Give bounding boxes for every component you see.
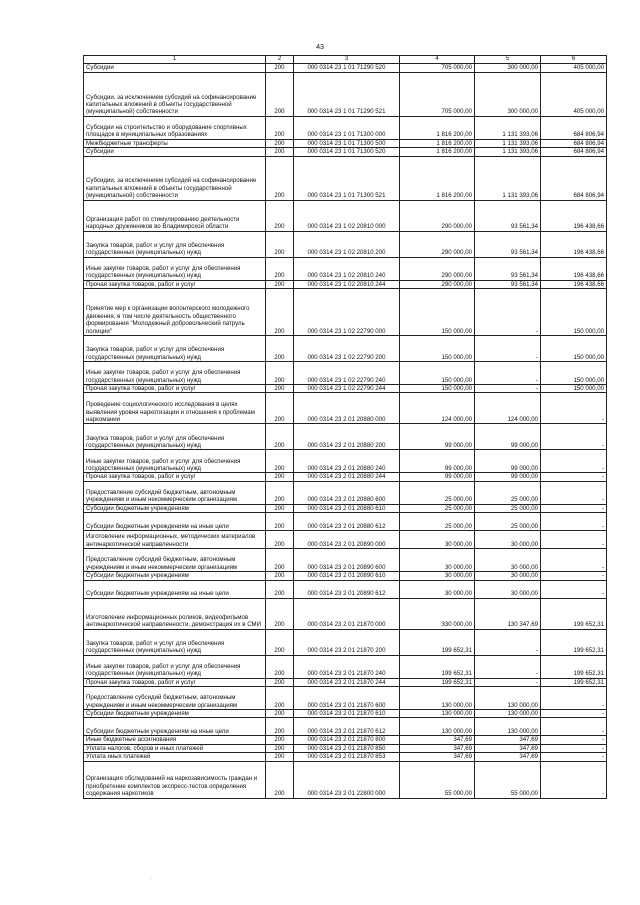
- row-remainder-cell: -: [541, 710, 607, 718]
- table-row: [84, 139, 607, 147]
- row-remainder-cell: 684 806,94: [541, 116, 607, 139]
- row-name-cell: Межбюджетные трансферты: [84, 139, 266, 147]
- row-grbs-cell: 200: [266, 362, 294, 385]
- row-grbs-cell: 200: [266, 678, 294, 686]
- row-remainder-cell: 199 652,31: [541, 598, 607, 629]
- row-name-cell: Организация обследований на наркозависимость граждан и приобретение комплектов экспресс-тестов определения содержания наркотиков: [84, 761, 266, 798]
- row-grbs-cell: 200: [266, 687, 294, 710]
- row-grbs-cell: 200: [266, 72, 294, 116]
- row-plan-cell: 99 000,00: [400, 450, 475, 473]
- row-code-cell: 000 0314 23 2 01 21870 240: [294, 655, 400, 678]
- row-plan-cell: 30 000,00: [400, 549, 475, 572]
- row-name-cell: Закупка товаров, работ и услуг для обеспечения государственных (муниципальных) нужд: [84, 424, 266, 450]
- row-name-cell: Принятие мер к организации волонтерского молодежного движения, в том числе деятельность общественного формирования "Молодежный добровольческий патруль полиции": [84, 289, 266, 336]
- row-code-cell: 000 0314 23 2 01 20880 244: [294, 473, 400, 481]
- row-grbs-cell: 200: [266, 481, 294, 504]
- row-executed-cell: 25 000,00: [475, 481, 541, 504]
- header-cell: 3: [294, 56, 400, 64]
- row-name-cell: Субсидии бюджетным учреждениям на иные цели: [84, 513, 266, 531]
- row-plan-cell: 30 000,00: [400, 580, 475, 598]
- table-row: [84, 424, 607, 450]
- row-name-cell: Субсидии, за исключением субсидий на софинансирование капитальных вложений в объекты государственной (муниципальной) собственности: [84, 72, 266, 116]
- row-grbs-cell: 200: [266, 64, 294, 72]
- row-name-cell: Субсидии: [84, 148, 266, 156]
- row-code-cell: 000 0314 23 1 02 20810 200: [294, 231, 400, 257]
- row-plan-cell: 330 000,00: [400, 598, 475, 629]
- row-code-cell: 000 0314 23 2 01 20890 610: [294, 572, 400, 580]
- row-name-cell: Закупка товаров, работ и услуг для обеспечения государственных (муниципальных) нужд: [84, 231, 266, 257]
- table-row: [84, 580, 607, 598]
- row-executed-cell: 93 561,34: [475, 200, 541, 231]
- row-grbs-cell: 200: [266, 572, 294, 580]
- header-cell: 6: [541, 56, 607, 64]
- row-plan-cell: 290 000,00: [400, 200, 475, 231]
- header-cell: 5: [475, 56, 541, 64]
- row-code-cell: 000 0314 23 1 02 22790 200: [294, 336, 400, 362]
- header-cell: 2: [266, 56, 294, 64]
- row-name-cell: Организация работ по стимулированию деятельности народных дружинников во Владимирской области: [84, 200, 266, 231]
- row-remainder-cell: -: [541, 481, 607, 504]
- table-row: [84, 64, 607, 72]
- row-plan-cell: 25 000,00: [400, 504, 475, 512]
- row-executed-cell: 300 000,00: [475, 64, 541, 72]
- row-remainder-cell: 196 438,66: [541, 200, 607, 231]
- row-grbs-cell: 200: [266, 736, 294, 744]
- row-code-cell: 000 0314 23 2 01 22800 000: [294, 761, 400, 798]
- row-executed-cell: 99 000,00: [475, 424, 541, 450]
- row-grbs-cell: 200: [266, 156, 294, 200]
- row-executed-cell: 93 561,34: [475, 257, 541, 280]
- row-remainder-cell: 150 000,00: [541, 362, 607, 385]
- table-row: [84, 710, 607, 718]
- row-executed-cell: 25 000,00: [475, 513, 541, 531]
- row-remainder-cell: 196 438,66: [541, 280, 607, 288]
- row-name-cell: Иные закупки товаров, работ и услуг для обеспечения государственных (муниципальных) нужд: [84, 655, 266, 678]
- row-code-cell: 000 0314 23 1 02 20810 244: [294, 280, 400, 288]
- row-grbs-cell: 200: [266, 513, 294, 531]
- row-remainder-cell: -: [541, 753, 607, 761]
- row-remainder-cell: -: [541, 504, 607, 512]
- row-name-cell: Предоставление субсидий бюджетным, автономным учреждениям и иным некоммерческим организациям: [84, 687, 266, 710]
- row-executed-cell: 30 000,00: [475, 531, 541, 549]
- row-code-cell: 000 0314 23 1 01 71300 000: [294, 116, 400, 139]
- row-executed-cell: 130 000,00: [475, 718, 541, 736]
- row-remainder-cell: 150 000,00: [541, 336, 607, 362]
- row-code-cell: 000 0314 23 2 01 21870 600: [294, 687, 400, 710]
- row-remainder-cell: 199 652,31: [541, 629, 607, 655]
- row-executed-cell: 130 000,00: [475, 687, 541, 710]
- row-executed-cell: 30 000,00: [475, 572, 541, 580]
- table-row: [84, 156, 607, 200]
- row-plan-cell: 99 000,00: [400, 424, 475, 450]
- row-code-cell: 000 0314 23 1 02 22790 240: [294, 362, 400, 385]
- row-plan-cell: 347,69: [400, 753, 475, 761]
- row-remainder-cell: 405 000,00: [541, 64, 607, 72]
- page-number: 43: [316, 44, 324, 51]
- row-plan-cell: 1 816 200,00: [400, 148, 475, 156]
- scan-mark: ·: [150, 876, 152, 882]
- row-executed-cell: 99 000,00: [475, 450, 541, 473]
- table-row: [84, 231, 607, 257]
- row-plan-cell: 1 816 200,00: [400, 139, 475, 147]
- row-grbs-cell: 200: [266, 655, 294, 678]
- row-remainder-cell: -: [541, 718, 607, 736]
- row-remainder-cell: -: [541, 572, 607, 580]
- row-plan-cell: 199 652,31: [400, 629, 475, 655]
- row-code-cell: 000 0314 23 1 01 71300 521: [294, 156, 400, 200]
- row-grbs-cell: 200: [266, 450, 294, 473]
- row-executed-cell: -: [475, 629, 541, 655]
- row-remainder-cell: 405 000,00: [541, 72, 607, 116]
- row-name-cell: Изготовление информационных роликов, видеофильмов антинаркотической направленности, демонстрация их в СМИ: [84, 598, 266, 629]
- row-plan-cell: 124 000,00: [400, 393, 475, 424]
- row-code-cell: 000 0314 23 1 02 22790 244: [294, 385, 400, 393]
- row-code-cell: 000 0314 23 2 01 21870 800: [294, 736, 400, 744]
- header-cell: 1: [84, 56, 266, 64]
- row-code-cell: 000 0314 23 2 01 20880 200: [294, 424, 400, 450]
- row-executed-cell: 1 131 393,06: [475, 116, 541, 139]
- row-plan-cell: 290 000,00: [400, 231, 475, 257]
- row-name-cell: Субсидии: [84, 64, 266, 72]
- table-row: [84, 718, 607, 736]
- row-name-cell: Субсидии бюджетным учреждениям: [84, 572, 266, 580]
- table-row: [84, 336, 607, 362]
- table-row: [84, 289, 607, 336]
- row-plan-cell: 25 000,00: [400, 513, 475, 531]
- row-executed-cell: 347,69: [475, 736, 541, 744]
- row-name-cell: Иные закупки товаров, работ и услуг для обеспечения государственных (муниципальных) нужд: [84, 450, 266, 473]
- table-row: [84, 549, 607, 572]
- row-grbs-cell: 200: [266, 710, 294, 718]
- row-code-cell: 000 0314 23 1 01 71290 521: [294, 72, 400, 116]
- row-executed-cell: 93 561,34: [475, 231, 541, 257]
- row-name-cell: Предоставление субсидий бюджетным, автономным учреждениям и иным некоммерческим организациям: [84, 481, 266, 504]
- row-grbs-cell: 200: [266, 598, 294, 629]
- table-row: [84, 116, 607, 139]
- row-grbs-cell: 200: [266, 116, 294, 139]
- row-name-cell: Прочая закупка товаров, работ и услуг: [84, 473, 266, 481]
- table-row: [84, 200, 607, 231]
- row-grbs-cell: 200: [266, 200, 294, 231]
- row-grbs-cell: 200: [266, 231, 294, 257]
- row-name-cell: Прочая закупка товаров, работ и услуг: [84, 678, 266, 686]
- row-plan-cell: 290 000,00: [400, 280, 475, 288]
- row-grbs-cell: 200: [266, 385, 294, 393]
- row-remainder-cell: -: [541, 513, 607, 531]
- row-name-cell: Уплата налогов, сборов и иных платежей: [84, 744, 266, 752]
- row-remainder-cell: 684 806,94: [541, 139, 607, 147]
- row-plan-cell: 1 816 200,00: [400, 116, 475, 139]
- table-row: [84, 629, 607, 655]
- row-code-cell: 000 0314 23 2 01 21870 850: [294, 744, 400, 752]
- row-remainder-cell: -: [541, 393, 607, 424]
- table-row: [84, 531, 607, 549]
- row-code-cell: 000 0314 23 2 01 21870 200: [294, 629, 400, 655]
- row-remainder-cell: 199 652,31: [541, 655, 607, 678]
- row-remainder-cell: 684 806,94: [541, 148, 607, 156]
- row-grbs-cell: 200: [266, 629, 294, 655]
- row-name-cell: Иные закупки товаров, работ и услуг для обеспечения государственных (муниципальных) нужд: [84, 257, 266, 280]
- row-name-cell: Прочая закупка товаров, работ и услуг: [84, 280, 266, 288]
- row-remainder-cell: 199 652,31: [541, 678, 607, 686]
- header-cell: 4: [400, 56, 475, 64]
- row-grbs-cell: 200: [266, 580, 294, 598]
- row-remainder-cell: -: [541, 450, 607, 473]
- row-remainder-cell: 150 000,00: [541, 385, 607, 393]
- row-plan-cell: 199 652,31: [400, 655, 475, 678]
- row-remainder-cell: -: [541, 736, 607, 744]
- table-row: [84, 481, 607, 504]
- table-header-row: [84, 56, 607, 64]
- table-row: [84, 655, 607, 678]
- row-plan-cell: 199 652,31: [400, 678, 475, 686]
- row-executed-cell: 30 000,00: [475, 549, 541, 572]
- row-plan-cell: 130 000,00: [400, 687, 475, 710]
- row-remainder-cell: -: [541, 687, 607, 710]
- row-executed-cell: 25 000,00: [475, 504, 541, 512]
- row-code-cell: 000 0314 23 2 01 20880 240: [294, 450, 400, 473]
- row-plan-cell: 290 000,00: [400, 257, 475, 280]
- table-row: [84, 385, 607, 393]
- table-row: [84, 572, 607, 580]
- row-grbs-cell: 200: [266, 761, 294, 798]
- table-row: [84, 678, 607, 686]
- table-row: [84, 257, 607, 280]
- row-executed-cell: 1 131 393,06: [475, 156, 541, 200]
- row-executed-cell: 347,69: [475, 744, 541, 752]
- row-name-cell: Прочая закупка товаров, работ и услуг: [84, 385, 266, 393]
- row-name-cell: Иные закупки товаров, работ и услуг для обеспечения государственных (муниципальных) нужд: [84, 362, 266, 385]
- row-grbs-cell: 200: [266, 504, 294, 512]
- table-row: [84, 72, 607, 116]
- row-code-cell: 000 0314 23 2 01 20890 612: [294, 580, 400, 598]
- row-code-cell: 000 0314 23 2 01 21870 853: [294, 753, 400, 761]
- row-executed-cell: 1 131 393,06: [475, 148, 541, 156]
- row-code-cell: 000 0314 23 2 01 21870 610: [294, 710, 400, 718]
- row-plan-cell: 705 000,00: [400, 72, 475, 116]
- row-name-cell: Закупка товаров, работ и услуг для обеспечения государственных (муниципальных) нужд: [84, 336, 266, 362]
- row-name-cell: Субсидии бюджетным учреждениям: [84, 504, 266, 512]
- row-executed-cell: 99 000,00: [475, 473, 541, 481]
- row-executed-cell: 130 347,69: [475, 598, 541, 629]
- row-remainder-cell: -: [541, 761, 607, 798]
- row-code-cell: 000 0314 23 2 01 20890 000: [294, 531, 400, 549]
- row-remainder-cell: 684 806,94: [541, 156, 607, 200]
- row-name-cell: Иные бюджетные ассигнования: [84, 736, 266, 744]
- row-plan-cell: 55 000,00: [400, 761, 475, 798]
- row-code-cell: 000 0314 23 2 01 21870 000: [294, 598, 400, 629]
- row-grbs-cell: 200: [266, 718, 294, 736]
- row-remainder-cell: -: [541, 549, 607, 572]
- table-row: [84, 450, 607, 473]
- row-plan-cell: 30 000,00: [400, 531, 475, 549]
- row-name-cell: Закупка товаров, работ и услуг для обеспечения государственных (муниципальных) нужд: [84, 629, 266, 655]
- row-plan-cell: 130 000,00: [400, 710, 475, 718]
- row-code-cell: 000 0314 23 2 01 21870 612: [294, 718, 400, 736]
- table-row: [84, 736, 607, 744]
- row-code-cell: 000 0314 23 1 02 22790 000: [294, 289, 400, 336]
- table-row: [84, 504, 607, 512]
- row-grbs-cell: 200: [266, 424, 294, 450]
- row-plan-cell: 705 000,00: [400, 64, 475, 72]
- table-row: [84, 280, 607, 288]
- row-name-cell: Субсидии бюджетным учреждениям: [84, 710, 266, 718]
- row-code-cell: 000 0314 23 2 01 20880 600: [294, 481, 400, 504]
- row-executed-cell: -: [475, 385, 541, 393]
- row-code-cell: 000 0314 23 2 01 20890 600: [294, 549, 400, 572]
- row-code-cell: 000 0314 23 2 01 21870 244: [294, 678, 400, 686]
- row-executed-cell: 55 000,00: [475, 761, 541, 798]
- row-executed-cell: 30 000,00: [475, 580, 541, 598]
- row-grbs-cell: 200: [266, 148, 294, 156]
- row-executed-cell: 130 000,00: [475, 710, 541, 718]
- table-row: [84, 753, 607, 761]
- row-grbs-cell: 200: [266, 393, 294, 424]
- row-code-cell: 000 0314 23 1 02 20810 240: [294, 257, 400, 280]
- table-row: [84, 393, 607, 424]
- row-grbs-cell: 200: [266, 280, 294, 288]
- row-plan-cell: 150 000,00: [400, 336, 475, 362]
- row-code-cell: 000 0314 23 2 01 20880 000: [294, 393, 400, 424]
- row-grbs-cell: 200: [266, 139, 294, 147]
- row-executed-cell: -: [475, 655, 541, 678]
- row-plan-cell: 130 000,00: [400, 718, 475, 736]
- row-grbs-cell: 200: [266, 549, 294, 572]
- row-plan-cell: 150 000,00: [400, 362, 475, 385]
- row-name-cell: Предоставление субсидий бюджетным, автономным учреждениям и иным некоммерческим организациям: [84, 549, 266, 572]
- row-code-cell: 000 0314 23 1 02 20810 000: [294, 200, 400, 231]
- row-plan-cell: 25 000,00: [400, 481, 475, 504]
- row-name-cell: Субсидии бюджетным учреждениям на иные цели: [84, 718, 266, 736]
- row-plan-cell: 1 816 200,00: [400, 156, 475, 200]
- row-executed-cell: 124 000,00: [475, 393, 541, 424]
- table-row: [84, 687, 607, 710]
- row-executed-cell: -: [475, 362, 541, 385]
- row-executed-cell: -: [475, 678, 541, 686]
- row-grbs-cell: 200: [266, 531, 294, 549]
- row-name-cell: Уплата иных платежей: [84, 753, 266, 761]
- row-plan-cell: 30 000,00: [400, 572, 475, 580]
- table-row: [84, 362, 607, 385]
- row-grbs-cell: 200: [266, 336, 294, 362]
- row-grbs-cell: 200: [266, 753, 294, 761]
- row-remainder-cell: 150 000,00: [541, 289, 607, 336]
- row-remainder-cell: -: [541, 531, 607, 549]
- row-remainder-cell: 196 438,66: [541, 257, 607, 280]
- row-remainder-cell: 196 438,66: [541, 231, 607, 257]
- row-remainder-cell: -: [541, 473, 607, 481]
- row-code-cell: 000 0314 23 1 01 71300 520: [294, 148, 400, 156]
- row-executed-cell: -: [475, 289, 541, 336]
- row-name-cell: Субсидии на строительство и оборудование спортивных площадок в муниципальных образованиях: [84, 116, 266, 139]
- table-row: [84, 598, 607, 629]
- row-code-cell: 000 0314 23 2 01 20880 612: [294, 513, 400, 531]
- row-code-cell: 000 0314 23 1 01 71300 500: [294, 139, 400, 147]
- table-row: [84, 473, 607, 481]
- row-code-cell: 000 0314 23 2 01 20880 610: [294, 504, 400, 512]
- row-plan-cell: 99 000,00: [400, 473, 475, 481]
- row-name-cell: Субсидии бюджетным учреждениям на иные цели: [84, 580, 266, 598]
- row-code-cell: 000 0314 23 1 01 71290 520: [294, 64, 400, 72]
- row-executed-cell: 347,69: [475, 753, 541, 761]
- row-grbs-cell: 200: [266, 744, 294, 752]
- row-grbs-cell: 200: [266, 473, 294, 481]
- table-row: [84, 148, 607, 156]
- row-executed-cell: -: [475, 336, 541, 362]
- table-row: [84, 744, 607, 752]
- row-executed-cell: 93 561,34: [475, 280, 541, 288]
- table-row: [84, 761, 607, 798]
- row-remainder-cell: -: [541, 580, 607, 598]
- row-plan-cell: 347,69: [400, 736, 475, 744]
- table-row: [84, 513, 607, 531]
- row-name-cell: Проведение социологического исследования в целях выявления уровня наркотизации и отношения к проблемам наркомании: [84, 393, 266, 424]
- row-plan-cell: 347,69: [400, 744, 475, 752]
- row-executed-cell: 300 000,00: [475, 72, 541, 116]
- row-remainder-cell: -: [541, 424, 607, 450]
- row-grbs-cell: 200: [266, 257, 294, 280]
- row-remainder-cell: -: [541, 744, 607, 752]
- row-executed-cell: 1 131 393,06: [475, 139, 541, 147]
- row-grbs-cell: 200: [266, 289, 294, 336]
- row-plan-cell: 150 000,00: [400, 289, 475, 336]
- row-plan-cell: 150 000,00: [400, 385, 475, 393]
- row-name-cell: Изготовление информационных, методических материалов антинаркотической направленности: [84, 531, 266, 549]
- budget-execution-table: [83, 55, 607, 799]
- row-name-cell: Субсидии, за исключением субсидий на софинансирование капитальных вложений в объекты государственной (муниципальной) собственности: [84, 156, 266, 200]
